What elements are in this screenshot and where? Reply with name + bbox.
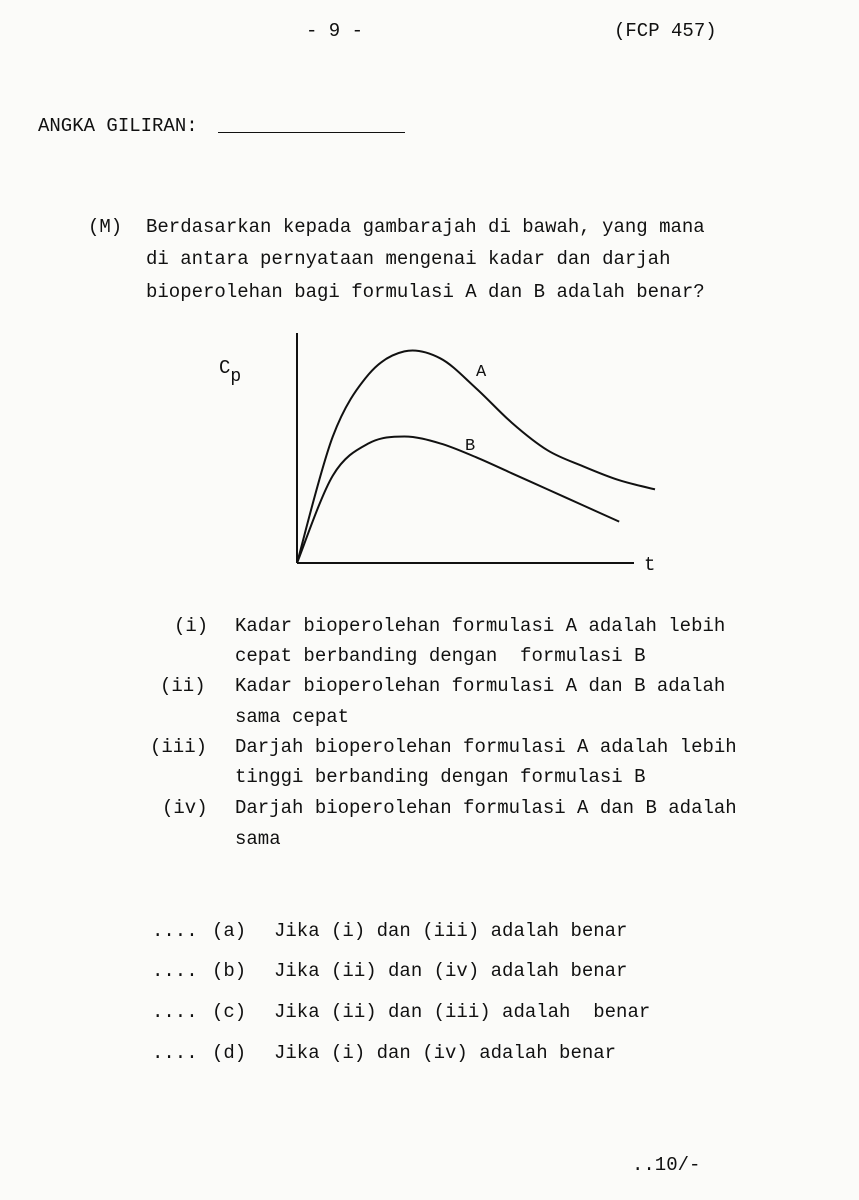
statement-line: tinggi berbanding dengan formulasi B	[235, 766, 646, 788]
x-axis-label: t	[644, 554, 656, 576]
answer-dots: ....	[152, 920, 198, 942]
curve-b	[297, 437, 619, 564]
statement-line: cepat berbanding dengan formulasi B	[235, 645, 646, 667]
statement-line: Kadar bioperolehan formulasi A adalah lebih	[235, 615, 726, 637]
y-axis-label: Cp	[219, 357, 242, 387]
next-page-marker: ..10/-	[632, 1154, 701, 1176]
answer-dots: ....	[152, 960, 198, 982]
option-text: Jika (ii) dan (iii) adalah benar	[274, 1001, 651, 1023]
question-line: Berdasarkan kepada gambarajah di bawah, yang mana	[146, 216, 705, 238]
page-number: - 9 -	[306, 20, 364, 42]
option-text: Jika (i) dan (iii) adalah benar	[274, 920, 628, 942]
course-code: (FCP 457)	[614, 20, 717, 42]
question-number: (M)	[88, 216, 123, 238]
answer-dots: ....	[152, 1042, 198, 1064]
option-letter: (b)	[212, 960, 247, 982]
option-text: Jika (ii) dan (iv) adalah benar	[274, 960, 628, 982]
curve-label-b: B	[465, 437, 476, 456]
statement-line: sama	[235, 828, 281, 850]
statement-number: (ii)	[160, 675, 206, 697]
option-letter: (d)	[212, 1042, 247, 1064]
curve-label-a: A	[476, 363, 487, 382]
answer-dots: ....	[152, 1001, 198, 1023]
statement-line: Darjah bioperolehan formulasi A adalah lebih	[235, 736, 737, 758]
statement-line: sama cepat	[235, 706, 350, 728]
candidate-number-label: ANGKA GILIRAN:	[38, 115, 198, 137]
option-letter: (a)	[212, 920, 247, 942]
option-text: Jika (i) dan (iv) adalah benar	[274, 1042, 617, 1064]
statement-number: (iv)	[162, 797, 208, 819]
statement-line: Kadar bioperolehan formulasi A dan B adalah	[235, 675, 726, 697]
statement-line: Darjah bioperolehan formulasi A dan B adalah	[235, 797, 737, 819]
statement-number: (iii)	[150, 736, 208, 758]
statement-number: (i)	[174, 615, 209, 637]
question-line: bioperolehan bagi formulasi A dan B adalah benar?	[146, 281, 705, 303]
question-line: di antara pernyataan mengenai kadar dan darjah	[146, 248, 671, 270]
option-letter: (c)	[212, 1001, 247, 1023]
